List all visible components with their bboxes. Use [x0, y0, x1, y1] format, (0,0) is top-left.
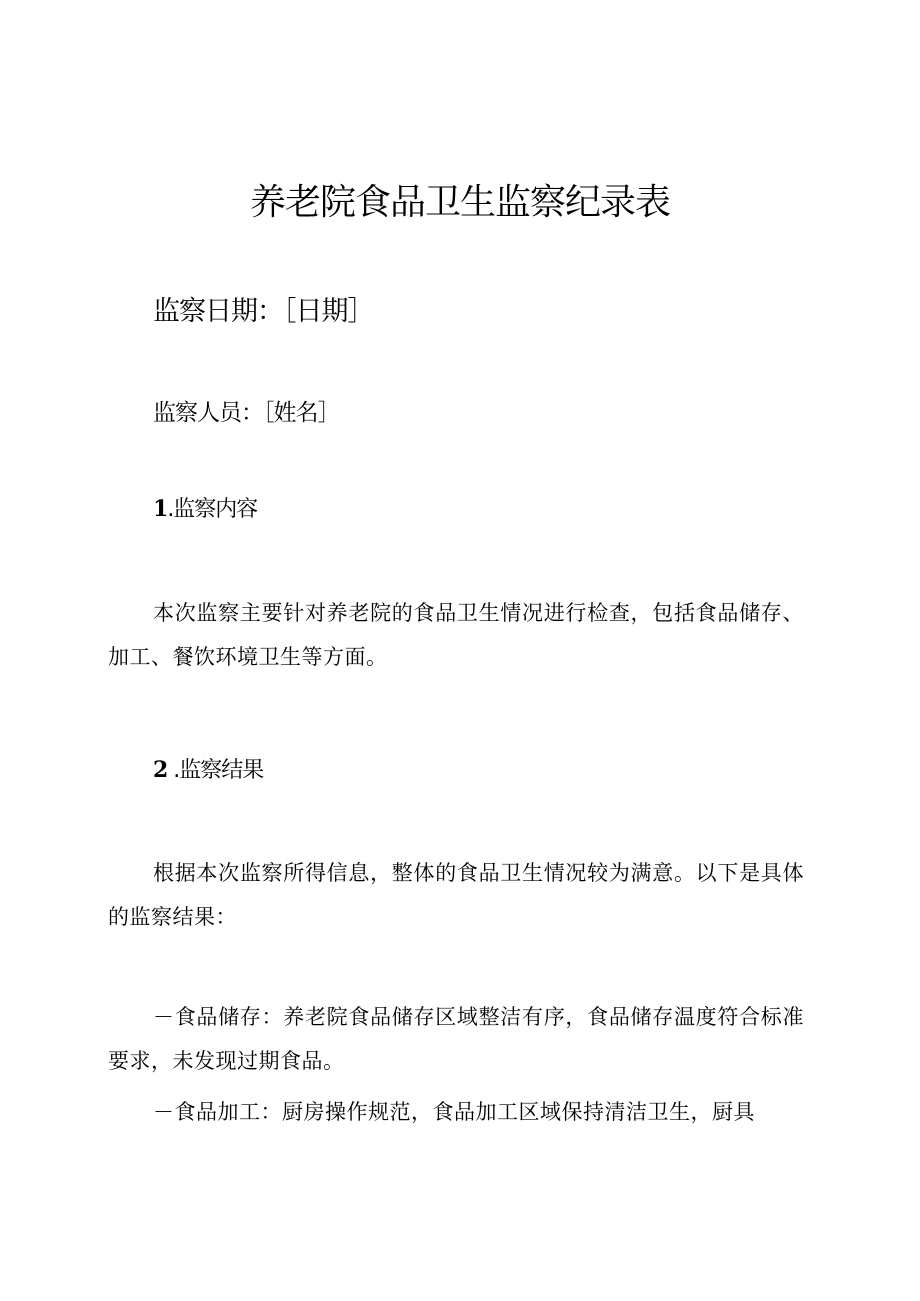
section-2-body: 根据本次监察所得信息，整体的食品卫生情况较为满意。以下是具体的监察结果：	[108, 861, 804, 929]
section-2-title: .监察结果	[167, 758, 264, 783]
list-item: －食品储存：养老院食品储存区域整洁有序，食品储存温度符合标准要求，未发现过期食品。	[108, 1005, 804, 1073]
inspector-line: 监察人员：［姓名］	[153, 400, 340, 426]
section-1-heading	[153, 493, 257, 526]
section-1-title: .监察内容	[167, 497, 258, 522]
section-2-number: 2	[153, 757, 168, 783]
section-1-number: 1	[153, 496, 168, 522]
section-2-heading	[153, 754, 263, 787]
document-title: 养老院食品卫生监察纪录表	[249, 182, 670, 223]
section-1-body: 本次监察主要针对养老院的食品卫生情况进行检查，包括食品储存、加工、餐饮环境卫生等方面。	[108, 601, 804, 669]
list-item: －食品加工：厨房操作规范，食品加工区域保持清洁卫生，厨具	[153, 1100, 755, 1124]
inspection-date-line: 监察日期：［日期］	[153, 296, 374, 327]
